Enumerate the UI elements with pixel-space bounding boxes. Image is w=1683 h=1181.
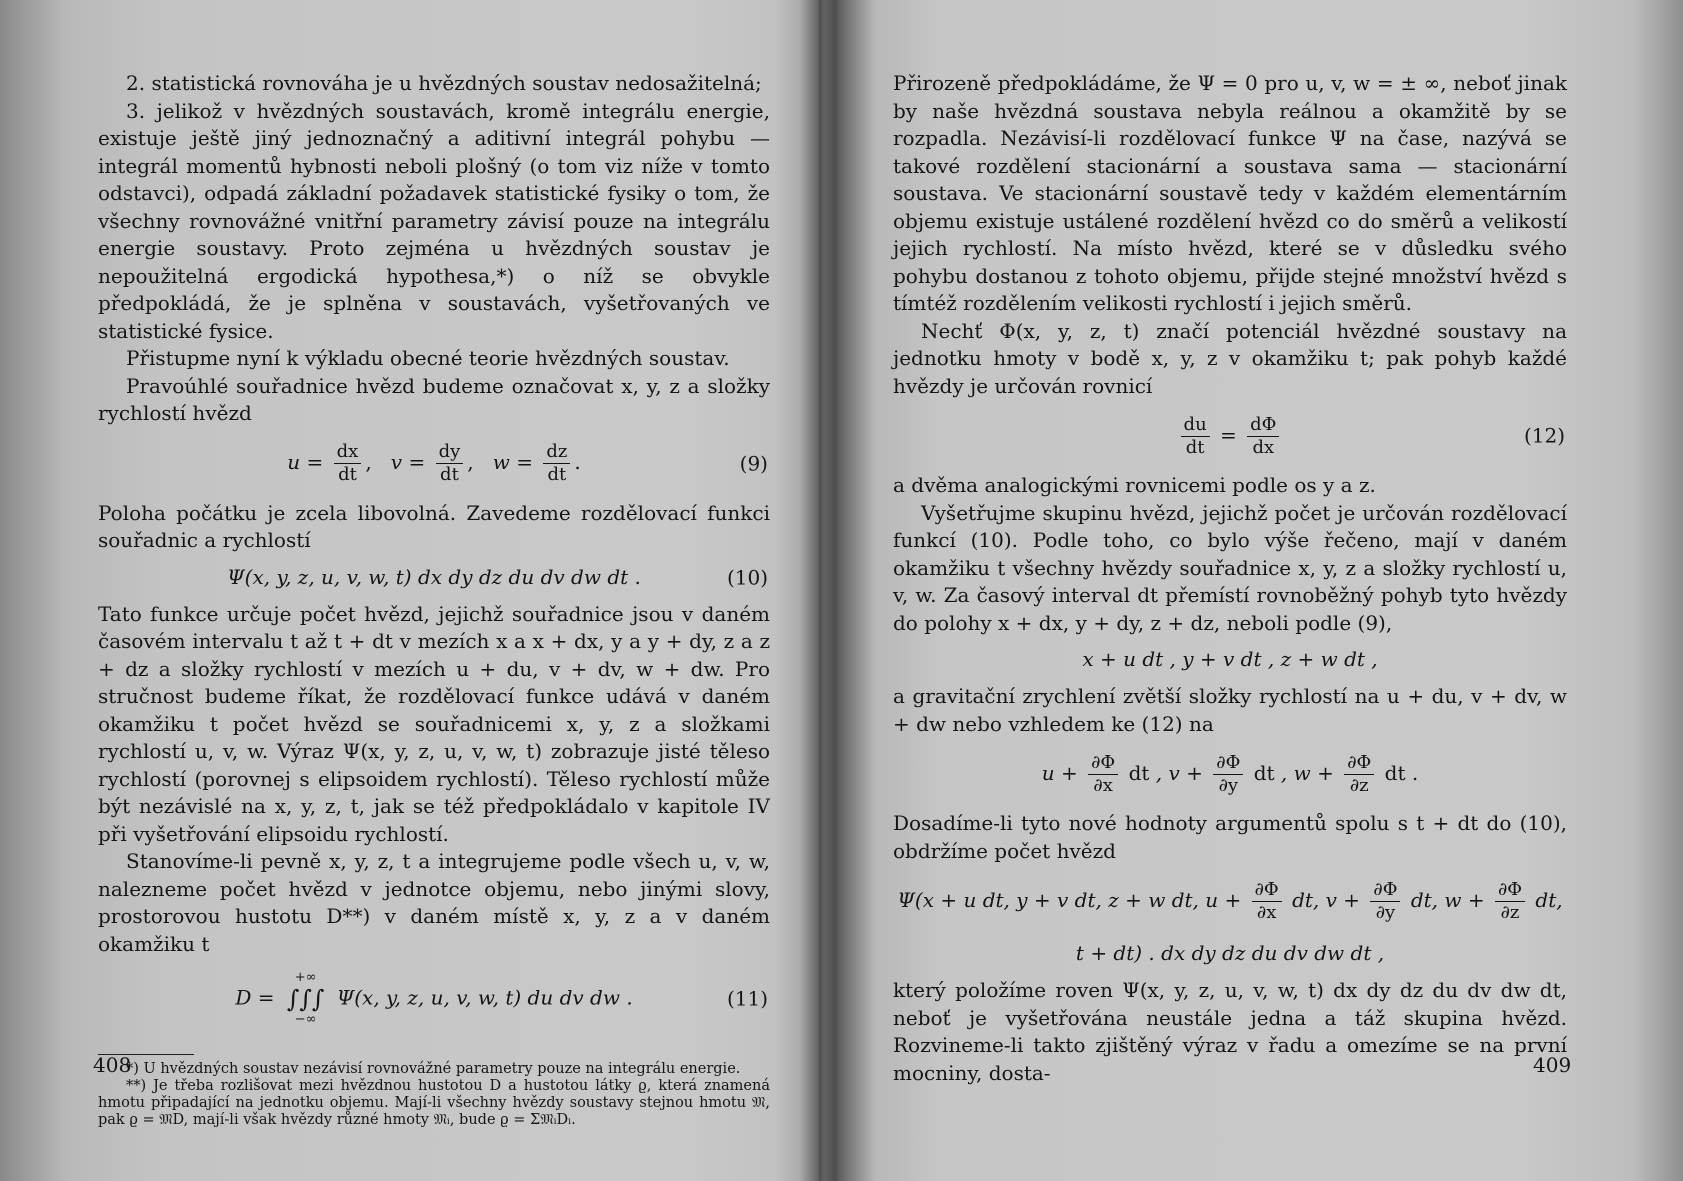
paragraph: a gravitační zrychlení zvětší složky rychlostí na u + du, v + dv, w + dw nebo vzhledem ke (12) na [893,684,1567,736]
paragraph: 3. jelikož v hvězdných soustavách, kromě integrálu energie, existuje ještě jiný jednoznačný a aditivní integrál pohybu — integrál momentů hybnosti neboli plošný (o tom viz níže v tomto odstavci), odpadá základní požadavek statistické fysiky o tom, že všechny rovnovážné vnitřní parametry závisí pouze na integrálu energie soustavy. Proto zejména u hvězdných soustav je nepoužitelná ergodická hypothesa,*) o níž se obvykle předpokládá, že je splněna v soustavách, vyšetřovaných ve statistické fysice. [98,98,770,343]
eq-var: v [390,450,403,474]
fraction: $\frac{\partial\Phi}{\partial y}$ [1370,879,1400,924]
paragraph: který položíme roven Ψ(x, y, z, u, v, w, t) dx dy dz du dv dw dt, neboť je vyšetřována neustále jedna a táž skupina hvězd. Rozvineme-li takto zjištěný výraz v řadu a omezíme se na první mocniny, dosta- [893,978,1567,1085]
equation-expansion-line-2: t + dt) . dx dy dz du dv dw dt , [1075,941,1385,966]
paragraph: Dosadíme-li tyto nové hodnoty argumentů spolu s t + dt do (10), obdržíme počet hvězd [893,811,1567,863]
equation-9: u = $\frac{dx}{dt}$ , v = $\frac{dy}{dt}$ , w = $\frac{dz}{dt}$ . (9) [287,441,768,485]
paragraph: Nechť Φ(x, y, z, t) značí potenciál hvězdné soustavy na jednotku hmoty v bodě x, y, z v okamžiku t; pak pohyb každé hvězdy je určován rovnicí [893,318,1567,398]
paragraph: Vyšetřujme skupinu hvězd, jejichž počet je určován rozdělovací funkcí (10). Podle toho, co bylo výše řečeno, mají v daném okamžiku t všechny hvězdy souřadnice x, y, z a složky rychlostí u, v, w. Za časový interval dt přemístí rovnoběžný pohyb tyto hvězdy do polohy x + dx, y + dy, z + dz, neboli podle (9), [893,500,1567,635]
footnote: **) Je třeba rozlišovat mezi hvězdnou hustotou D a hustotou látky ϱ, která znamená hmotu připadající na jednotku objemu. Mají-li všechny hvězdy soustavy stejnou hmotu 𝔐, pak ϱ = 𝔐D, mají-li však hvězdy různé hmoty 𝔐ᵢ, bude ϱ = Σ𝔐ᵢDᵢ. [98,1078,770,1128]
paragraph: Tato funkce určuje počet hvězd, jejichž souřadnice jsou v daném časovém intervalu t až t + dt v mezích x a x + dx, y a y + dy, z a z + dz a složky rychlostí v mezích u + du, v + dv, w + dw. Pro stručnost budeme říkat, že rozdělovací funkce udává v daném okamžiku t počet hvězd se souřadnicemi x, y, z a složkami rychlostí u, v, w. Výraz Ψ(x, y, z, u, v, w, t) zobrazuje jisté těleso rychlostí (porovnej s elipsoidem rychlostí). Těleso rychlostí může být nezávislé na x, y, z, t, jak se též předpokládalo v kapitole IV při vyšetřování elipsoidu rychlostí. [98,601,770,846]
paragraph: 2. statistická rovnováha je u hvězdných soustav nedosažitelná; [126,71,762,95]
equation-number: (12) [1523,423,1565,448]
fraction: $\frac{du}{dt}$ [1181,414,1210,459]
eq-sign: = [306,450,324,474]
fraction: $\frac{\partial\Phi}{\partial x}$ [1252,879,1282,924]
paragraph: Stanovíme-li pevně x, y, z, t a integrujeme podle všech u, v, w, nalezneme počet hvězd v jednotce objemu, nebo jinými slovy, prostorovou hustotu D**) v daném místě x, y, z a v daném okamžiku t [98,849,770,956]
eq-var: u [287,450,301,474]
equation-11: D = +∞ ∫∫∫ −∞ Ψ(x, y, z, u, v, w, t) du dv dw . (11) [235,970,768,1027]
paragraph: Přirozeně předpokládáme, že Ψ = 0 pro u, v, w = ± ∞, neboť jinak by naše hvězdná soustava nebyla reálnou a okamžitě by se rozpadla. Nezávisí-li rozdělovací funkce Ψ na čase, nazývá se takové rozdělení stacionární a soustava sama — stacionární soustava. Ve stacionární soustavě tedy v každém elementárním objemu existuje ustálené rozdělení hvězd co do směrů a velikostí jejich rychlostí. Na místo hvězd, které se v důsledku svého pohybu dostanou z tohoto objemu, přijde stejné množství hvězd s tímtéž rozdělením velikosti rychlostí i jejich směrů. [893,71,1567,315]
fraction: $\frac{\partial\Phi}{\partial x}$ [1088,752,1118,797]
fraction: $\frac{dx}{dt}$ [334,441,362,486]
paragraph: Pravoúhlé souřadnice hvězd budeme označovat x, y, z a složky rychlostí hvězd [98,373,770,425]
page-number: 409 [1533,1053,1572,1077]
equation-12: $\frac{du}{dt}$ = $\frac{d\Phi}{dx}$ (12) [893,408,1567,464]
fraction: $\frac{dy}{dt}$ [436,441,464,486]
right-page [893,70,1567,1087]
fraction: $\frac{\partial\Phi}{\partial y}$ [1213,752,1243,797]
equation-number: (11) [726,986,768,1011]
equation-expansion-line-1: Ψ(x + u dt, y + v dt, z + w dt, u + $\frac{\partial\Phi}{\partial x}$ dt, v + $\frac{\partial\Phi}{\partial y}$ dt, w + $\frac{\partial\Phi}{\partial z}$ dt, [897,878,1563,923]
equation-positions: x + u dt , y + v dt , z + w dt , [1082,647,1378,672]
eq-var: w [492,450,510,474]
fraction: $\frac{\partial\Phi}{\partial z}$ [1344,752,1374,797]
paragraph: Poloha počátku je zcela libovolná. Zavedeme rozdělovací funkci souřadnic a rychlostí [98,500,770,552]
paragraph: a dvěma analogickými rovnicemi podle os y a z. [893,473,1376,497]
integral-sign: +∞ ∫∫∫ −∞ [286,970,325,1027]
equation-number: (9) [739,450,768,475]
fraction: $\frac{dz}{dt}$ [543,441,570,486]
equation-number: (10) [726,564,768,589]
book-gutter [800,0,840,1181]
paragraph: Přistupme nyní k výkladu obecné teorie hvězdných soustav. [126,346,730,370]
page-number: 408 [93,1053,132,1077]
equation-velocities: u + $\frac{\partial\Phi}{\partial x}$ dt , v + $\frac{\partial\Phi}{\partial y}$ dt , w + $\frac{\partial\Phi}{\partial z}$ dt . [1041,751,1419,796]
fraction: $\frac{d\Phi}{dx}$ [1247,414,1279,459]
left-page [98,70,770,1129]
footnote: *) U hvězdných soustav nezávisí rovnovážné parametry pouze na integrálu energie. [126,1061,741,1077]
equation-10: Ψ(x, y, z, u, v, w, t) dx dy dz du dv dw dt . (10) [98,561,770,595]
fraction: $\frac{\partial\Phi}{\partial z}$ [1495,879,1525,924]
